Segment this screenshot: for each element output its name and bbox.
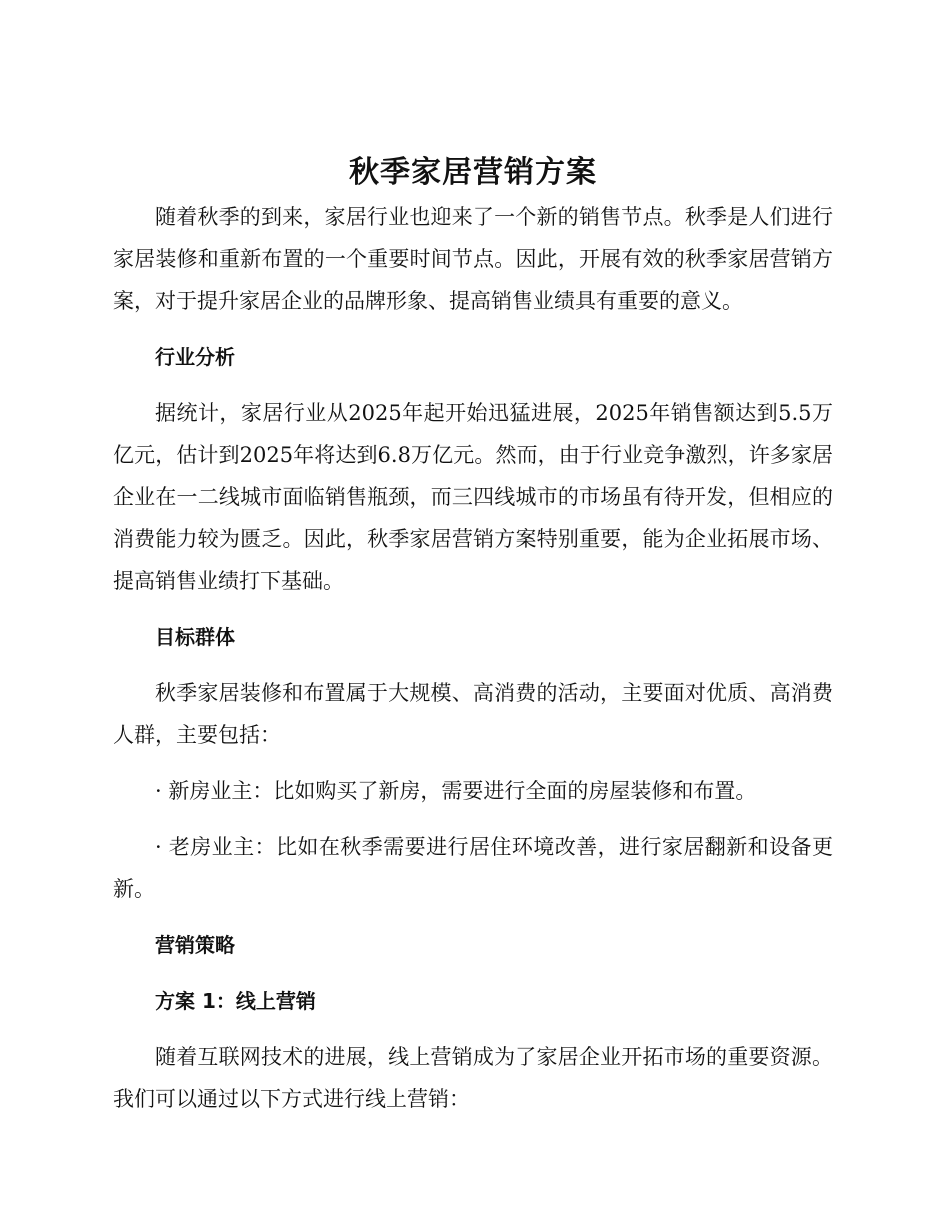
- document-title: 秋季家居营销方案: [349, 155, 597, 190]
- document-content: [113, 150, 833, 1120]
- plan-heading-online-marketing: 方案 1：线上营销: [155, 989, 316, 1013]
- target-group-paragraph: 秋季家居装修和布置属于大规模、高消费的活动，主要面对优质、高消费人群，主要包括：: [113, 681, 833, 747]
- section-heading-industry-analysis: 行业分析: [155, 345, 235, 369]
- section-heading-target-group: 目标群体: [155, 625, 235, 649]
- bullet-new-home-owners: · 新房业主：比如购买了新房，需要进行全面的房屋装修和布置。: [155, 779, 757, 803]
- online-marketing-paragraph: 随着互联网技术的进展，线上营销成为了家居企业开拓市场的重要资源。我们可以通过以下方式进行线上营销：: [113, 1045, 833, 1111]
- section-heading-marketing-strategy: 营销策略: [155, 933, 235, 957]
- industry-analysis-paragraph: 据统计，家居行业从2025年起开始迅猛进展，2025年销售额达到5.5万亿元，估计到2025年将达到6.8万亿元。然而，由于行业竞争激烈，许多家居企业在一二线城市面临销售瓶颈，而三四线城市的市场虽有待开发，但相应的消费能力较为匮乏。因此，秋季家居营销方案特别重要，能为企业拓展市场、提高销售业绩打下基础。: [113, 401, 833, 593]
- bullet-old-home-owners: · 老房业主：比如在秋季需要进行居住环境改善，进行家居翻新和设备更新。: [113, 835, 833, 901]
- intro-paragraph: 随着秋季的到来，家居行业也迎来了一个新的销售节点。秋季是人们进行家居装修和重新布置的一个重要时间节点。因此，开展有效的秋季家居营销方案，对于提升家居企业的品牌形象、提高销售业绩具有重要的意义。: [113, 205, 833, 313]
